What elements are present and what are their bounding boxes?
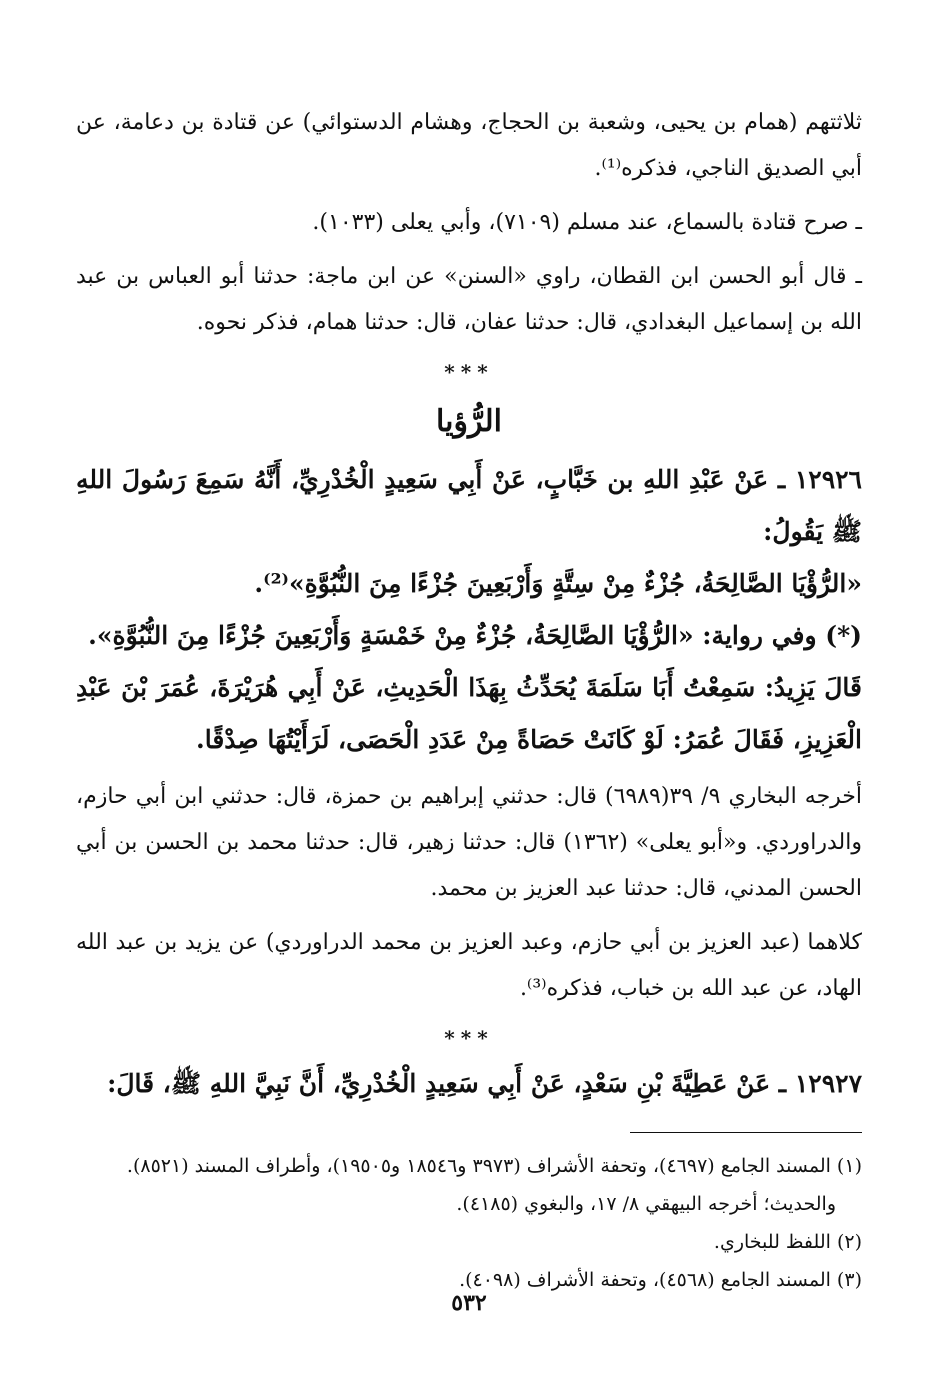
takhrij-paragraph: أخرجه البخاري ٩/ ٣٩(٦٩٨٩) قال: حدثني إبراهيم بن حمزة، قال: حدثني ابن أبي حازم، والدراوردي. و«أبو يعلى» (١٣٦٢) قال: حدثنا زهير، قال: حدثنا محمد بن الحسن بن أبي الحسن المدني، قال: حدثنا عبد العزيز بن محمد. bbox=[76, 784, 863, 901]
hadith-12926 bbox=[76, 454, 862, 558]
hadith-variant: (*) وفي رواية: «الرُّؤْيَا الصَّالِحَةُ، جُزْءٌ مِنْ خَمْسَةٍ وَأَرْبَعِينَ جُزْءًا مِنَ النُّبُوَّةِ». bbox=[88, 621, 862, 650]
footnote-3: (٣) المسند الجامع (٤٥٦٨)، وتحفة الأشراف (٤٠٩٨). bbox=[459, 1269, 862, 1291]
hadith-text-2: ـ عَنْ عَطِيَّةَ بْنِ سَعْدٍ، عَنْ أَبِي سَعِيدٍ الْخُدْرِيِّ، أَنَّ نَبِيَّ اللهِ ﷺ، قَالَ: bbox=[107, 1069, 787, 1098]
footnote-1-continued: والحديث؛ أخرجه البيهقي ٨/ ١٧، والبغوي (٤١٨٥). bbox=[456, 1193, 836, 1215]
separator-stars-2: *** bbox=[444, 1026, 494, 1050]
hadith-quote: «الرُّؤْيَا الصَّالِحَةُ، جُزْءٌ مِنْ سِتَّةٍ وَأَرْبَعِينَ جُزْءًا مِنَ النُّبُوَّةِ»⁽²⁾. bbox=[254, 569, 862, 598]
paragraph-sama: ـ صرح قتادة بالسماع، عند مسلم (٧١٠٩)، وأبي يعلى (١٠٣٣). bbox=[312, 210, 862, 235]
hadith-number: ١٢٩٢٦ bbox=[794, 465, 862, 494]
footnote-divider bbox=[630, 1132, 862, 1133]
paragraph-chain: ثلاثتهم (همام بن يحيى، وشعبة بن الحجاج، وهشام الدستوائي) عن قتادة بن دعامة، عن أبي الصديق الناجي، فذكره⁽¹⁾. bbox=[76, 110, 862, 181]
hadith-text: ـ عَنْ عَبْدِ اللهِ بن خَبَّابٍ، عَنْ أَبِي سَعِيدٍ الْخُدْرِيِّ، أَنَّهُ سَمِعَ رَسُولَ اللهِ ﷺ يَقُولُ: bbox=[76, 465, 862, 546]
section-title: الرُّؤيا bbox=[435, 404, 502, 439]
footnote-2: (٢) اللفظ للبخاري. bbox=[713, 1231, 862, 1253]
hadith-12927 bbox=[76, 1058, 862, 1110]
hadith-yazid: قَالَ يَزِيدُ: سَمِعْتُ أَبَا سَلَمَةَ يُحَدِّثُ بِهَذَا الْحَدِيثِ، عَنْ أَبِي هُرَيْرَةَ، عُمَرَ بْنَ عَبْدِ الْعَزِيزِ، فَقَالَ عُمَرُ: لَوْ كَانَتْ حَصَاةً مِنْ عَدَدِ الْحَصَى، لَرَأَيْتُهَا صِدْقًا. bbox=[76, 673, 862, 754]
page-number: ٥٣٢ bbox=[451, 1290, 487, 1316]
separator-stars: *** bbox=[444, 360, 494, 384]
footnote-1: (١) المسند الجامع (٤٦٩٧)، وتحفة الأشراف (٣٩٧٣ و١٨٥٤٦ و١٩٥٠٥)، وأطراف المسند (٨٥٢١). bbox=[126, 1155, 862, 1177]
paragraph-ibn-qattan: ـ قال أبو الحسن ابن القطان، راوي «السنن» عن ابن ماجة: حدثنا أبو العباس بن عبد الله بن إسماعيل البغدادي، قال: حدثنا عفان، قال: حدثنا همام، فذكر نحوه. bbox=[76, 264, 862, 335]
takhrij-summary: كلاهما (عبد العزيز بن أبي حازم، وعبد العزيز بن محمد الدراوردي) عن يزيد بن عبد الله الهاد، عن عبد الله بن خباب، فذكره⁽³⁾. bbox=[76, 930, 862, 1001]
hadith-number-2: ١٢٩٢٧ bbox=[794, 1069, 862, 1098]
